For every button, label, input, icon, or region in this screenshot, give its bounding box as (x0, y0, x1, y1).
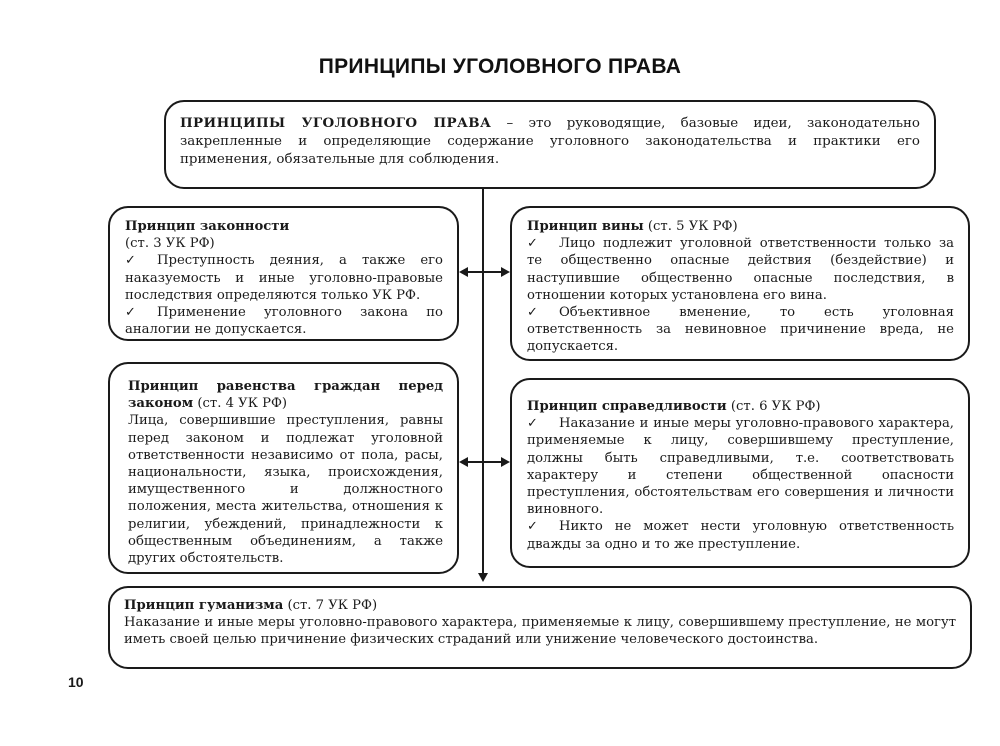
definition-term: ПРИНЦИПЫ УГОЛОВНОГО ПРАВА (180, 115, 492, 131)
equality-title: Принцип равенства граждан перед законом (128, 379, 443, 412)
arrow-right-icon (501, 457, 510, 467)
humanism-ref: (ст. 7 УК РФ) (287, 598, 378, 613)
vertical-connector (482, 189, 484, 577)
check-icon: ✓ (125, 305, 137, 321)
guilt-item-2: Объективное вменение, то есть уголовная ответственность за невиновное причинение вреда, не допускается. (527, 305, 954, 355)
justice-item-2: Никто не может нести уголовную ответственность дважды за одно и то же преступление. (527, 519, 954, 552)
legality-box (108, 206, 459, 341)
arrow-down-icon (478, 573, 488, 582)
guilt-title: Принцип вины (527, 219, 644, 234)
equality-text: Лица, совершившие преступления, равны перед законом и подлежат уголовной ответственности независимо от пола, расы, национальности, языка, происхождения, имущественного и должностного положения, места жительства, отношения к религии, убеждений, принадлежности к общественным объединениям, а также других обстоятельств. (128, 413, 443, 567)
connector-legality-guilt (466, 271, 502, 273)
humanism-box (108, 586, 972, 669)
legality-title: Принцип законности (125, 219, 290, 234)
equality-box (108, 362, 459, 574)
legality-item-1: Преступность деяния, а также его наказуемость и иные уголовно-правовые последствия определяются только УК РФ. (125, 253, 443, 303)
check-icon: ✓ (527, 305, 539, 321)
justice-box (510, 378, 970, 568)
page-title: ПРИНЦИПЫ УГОЛОВНОГО ПРАВА (318, 55, 682, 78)
check-icon: ✓ (527, 416, 539, 432)
arrow-right-icon (501, 267, 510, 277)
check-icon: ✓ (527, 236, 539, 252)
connector-equality-justice (466, 461, 502, 463)
arrow-left-icon (459, 457, 468, 467)
definition-text: – это руководящие, базовые идеи, законодательно закрепленные и определяющие содержание уголовного законодательства и практики его применения, обязательные для соблюдения. (180, 116, 920, 168)
guilt-item-1: Лицо подлежит уголовной ответственности только за те общественно опасные действия (бездействие) и наступившие общественно опасные последствия, в отношении которых установлена его вина. (527, 236, 954, 303)
justice-ref: (ст. 6 УК РФ) (730, 399, 821, 414)
humanism-text: Наказание и иные меры уголовно-правового характера, применяемые к лицу, совершившему преступление, не могут иметь своей целью причинение физических страданий или унижение человеческого достоинства. (124, 615, 956, 648)
legality-item-2: Применение уголовного закона по аналогии не допускается. (125, 305, 443, 338)
page-number: 10 (68, 674, 84, 690)
arrow-left-icon (459, 267, 468, 277)
definition-box (164, 100, 936, 189)
guilt-ref: (ст. 5 УК РФ) (647, 219, 738, 234)
check-icon: ✓ (125, 253, 137, 269)
equality-ref: (ст. 4 УК РФ) (197, 396, 288, 412)
check-icon: ✓ (527, 519, 539, 535)
legality-ref: (ст. 3 УК РФ) (125, 236, 215, 252)
guilt-box (510, 206, 970, 361)
justice-title: Принцип справедливости (527, 399, 727, 414)
justice-item-1: Наказание и иные меры уголовно-правового характера, применяемые к лицу, совершившему преступление, должны быть справедливыми, т.е. соответствовать характеру и степени общественной опасности преступления, обстоятельствам его совершения и личности виновного. (527, 416, 954, 518)
humanism-title: Принцип гуманизма (124, 598, 284, 613)
